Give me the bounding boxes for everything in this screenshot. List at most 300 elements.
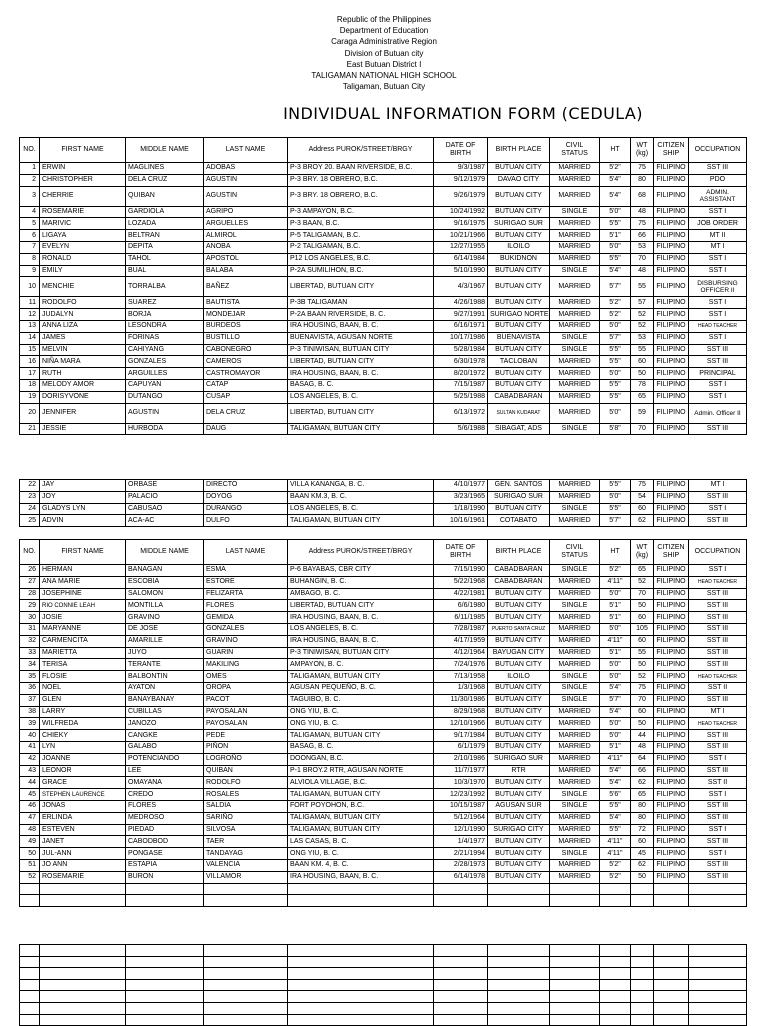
cell-address: TALIGAMAN, BUTUAN CITY bbox=[288, 515, 434, 527]
cell-birth-place: BUTUAN CITY bbox=[488, 635, 550, 647]
cell-citizenship: FILIPINO bbox=[654, 206, 689, 218]
cell-citizenship: FILIPINO bbox=[654, 565, 689, 577]
cell-height: 5'5" bbox=[600, 800, 631, 812]
cell-no: 10 bbox=[20, 277, 40, 297]
cell-weight: 65 bbox=[631, 789, 654, 801]
cell-middle-name: CAPUYAN bbox=[126, 379, 204, 391]
empty-cell bbox=[434, 895, 488, 907]
cell-last-name: CAMEROS bbox=[204, 356, 288, 368]
cell-civil-status: MARRIED bbox=[550, 277, 600, 297]
empty-cell bbox=[434, 1002, 488, 1014]
cell-address: IRA HOUSING, BAAN, B. C. bbox=[288, 320, 434, 332]
cell-middle-name: DUTANGO bbox=[126, 391, 204, 403]
table-row bbox=[20, 265, 747, 277]
empty-cell bbox=[288, 956, 434, 968]
cell-first-name: JANET bbox=[40, 836, 126, 848]
empty-cell bbox=[550, 883, 600, 895]
table-row bbox=[20, 253, 747, 265]
cell-no: 45 bbox=[20, 789, 40, 801]
table-row bbox=[20, 777, 747, 789]
cell-date-of-birth: 2/28/1973 bbox=[434, 859, 488, 871]
cell-last-name: CABONEGRO bbox=[204, 344, 288, 356]
cell-civil-status: MARRIED bbox=[550, 871, 600, 883]
cell-middle-name: CABODBOD bbox=[126, 836, 204, 848]
empty-cell bbox=[488, 895, 550, 907]
empty-cell bbox=[20, 956, 40, 968]
cell-middle-name: CREDO bbox=[126, 789, 204, 801]
letterhead bbox=[0, 14, 768, 92]
cell-weight: 50 bbox=[631, 600, 654, 612]
cell-weight: 45 bbox=[631, 848, 654, 860]
cell-address: IRA HOUSING, BAAN, B. C. bbox=[288, 368, 434, 380]
cell-birth-place: BUTUAN CITY bbox=[488, 777, 550, 789]
cell-birth-place: CABADBARAN bbox=[488, 576, 550, 588]
cell-last-name: SALDIA bbox=[204, 800, 288, 812]
cell-height: 5'4" bbox=[600, 682, 631, 694]
cell-middle-name: DE JOSE bbox=[126, 623, 204, 635]
cell-middle-name: SUAREZ bbox=[126, 297, 204, 309]
cell-last-name: VALENCIA bbox=[204, 859, 288, 871]
blank-row bbox=[20, 956, 747, 968]
cell-weight: 62 bbox=[631, 777, 654, 789]
cell-occupation: SST III bbox=[689, 812, 747, 824]
cell-civil-status: MARRIED bbox=[550, 859, 600, 871]
cell-date-of-birth: 5/6/1988 bbox=[434, 423, 488, 435]
cell-civil-status: MARRIED bbox=[550, 163, 600, 175]
cell-birth-place: BUTUAN CITY bbox=[488, 812, 550, 824]
cell-first-name: ERWIN bbox=[40, 163, 126, 175]
cell-last-name: TANDAYAG bbox=[204, 848, 288, 860]
cell-weight: 80 bbox=[631, 800, 654, 812]
table-row bbox=[20, 576, 747, 588]
cell-address: P-3 BRY. 18 OBRERO, B.C. bbox=[288, 186, 434, 206]
cell-no: 26 bbox=[20, 565, 40, 577]
cell-citizenship: FILIPINO bbox=[654, 515, 689, 527]
cell-occupation: SST III bbox=[689, 491, 747, 503]
cell-civil-status: MARRIED bbox=[550, 836, 600, 848]
cell-birth-place: BUTUAN CITY bbox=[488, 682, 550, 694]
cell-citizenship: FILIPINO bbox=[654, 871, 689, 883]
empty-cell bbox=[550, 945, 600, 957]
cell-height: 5'0" bbox=[600, 368, 631, 380]
cell-last-name: CASTROMAYOR bbox=[204, 368, 288, 380]
cell-occupation: SST III bbox=[689, 871, 747, 883]
cell-occupation: SST III bbox=[689, 659, 747, 671]
cell-occupation: SST II bbox=[689, 777, 747, 789]
cell-citizenship: FILIPINO bbox=[654, 320, 689, 332]
table-row bbox=[20, 230, 747, 242]
cell-last-name: DURANGO bbox=[204, 503, 288, 515]
cell-last-name: MAKILING bbox=[204, 659, 288, 671]
table-row bbox=[20, 565, 747, 577]
column-header-no: NO. bbox=[20, 540, 40, 565]
cell-address: IRA HOUSING, BAAN, B. C. bbox=[288, 612, 434, 624]
cell-height: 5'5" bbox=[600, 253, 631, 265]
column-header-no: NO. bbox=[20, 138, 40, 163]
column-header-occupation: OCCUPATION bbox=[689, 540, 747, 565]
cell-birth-place: BUTUAN CITY bbox=[488, 871, 550, 883]
empty-cell bbox=[288, 968, 434, 980]
cell-address: P-6 BAYABAS, CBR CITY bbox=[288, 565, 434, 577]
cell-citizenship: FILIPINO bbox=[654, 423, 689, 435]
cell-height: 5'5" bbox=[600, 344, 631, 356]
cell-height: 5'0" bbox=[600, 241, 631, 253]
cell-date-of-birth: 4/17/1959 bbox=[434, 635, 488, 647]
cell-citizenship: FILIPINO bbox=[654, 836, 689, 848]
cell-middle-name: ARGUILLES bbox=[126, 368, 204, 380]
cell-middle-name: BUAL bbox=[126, 265, 204, 277]
table-row bbox=[20, 659, 747, 671]
cell-no: 33 bbox=[20, 647, 40, 659]
cell-citizenship: FILIPINO bbox=[654, 753, 689, 765]
cell-address: LIBERTAD, BUTUAN CITY bbox=[288, 356, 434, 368]
cell-citizenship: FILIPINO bbox=[654, 694, 689, 706]
empty-cell bbox=[126, 968, 204, 980]
cell-no: 42 bbox=[20, 753, 40, 765]
cell-address: ONG YIU, B. C. bbox=[288, 706, 434, 718]
empty-cell bbox=[654, 895, 689, 907]
cell-first-name: LARRY bbox=[40, 706, 126, 718]
cell-height: 4'11" bbox=[600, 635, 631, 647]
cell-civil-status: MARRIED bbox=[550, 241, 600, 253]
cell-address: P-3 BROY 20. BAAN RIVERSIDE, B.C. bbox=[288, 163, 434, 175]
cell-birth-place: BUTUAN CITY bbox=[488, 741, 550, 753]
cell-height: 5'5" bbox=[600, 379, 631, 391]
cell-date-of-birth: 7/15/1987 bbox=[434, 379, 488, 391]
empty-cell bbox=[631, 956, 654, 968]
cell-birth-place: BUTUAN CITY bbox=[488, 265, 550, 277]
cell-first-name: CHRISTOPHER bbox=[40, 174, 126, 186]
cell-birth-place: COTABATO bbox=[488, 515, 550, 527]
cell-citizenship: FILIPINO bbox=[654, 588, 689, 600]
cell-citizenship: FILIPINO bbox=[654, 635, 689, 647]
cell-no: 36 bbox=[20, 682, 40, 694]
empty-cell bbox=[631, 883, 654, 895]
cell-civil-status: MARRIED bbox=[550, 824, 600, 836]
cell-citizenship: FILIPINO bbox=[654, 332, 689, 344]
cell-birth-place: BUTUAN CITY bbox=[488, 612, 550, 624]
cell-civil-status: MARRIED bbox=[550, 309, 600, 321]
cell-address: VILLA KANANGA, B. C. bbox=[288, 480, 434, 492]
cell-address: FORT POYOHON, B.C. bbox=[288, 800, 434, 812]
cell-no: 52 bbox=[20, 871, 40, 883]
cell-middle-name: QUIBAN bbox=[126, 186, 204, 206]
table-row bbox=[20, 480, 747, 492]
cell-address: P-1 BROY.2 RTR, AGUSAN NORTE bbox=[288, 765, 434, 777]
blank-row bbox=[20, 895, 747, 907]
cell-no: 16 bbox=[20, 356, 40, 368]
empty-cell bbox=[600, 1002, 631, 1014]
cell-weight: 52 bbox=[631, 320, 654, 332]
cell-occupation: SST III bbox=[689, 836, 747, 848]
cell-no: 44 bbox=[20, 777, 40, 789]
cell-height: 5'5" bbox=[600, 391, 631, 403]
cell-last-name: PAYOSALAN bbox=[204, 706, 288, 718]
cell-citizenship: FILIPINO bbox=[654, 491, 689, 503]
cell-address: LIBERTAD, BUTUAN CITY bbox=[288, 277, 434, 297]
table-row bbox=[20, 297, 747, 309]
cell-height: 5'5" bbox=[600, 480, 631, 492]
cell-weight: 60 bbox=[631, 612, 654, 624]
cell-citizenship: FILIPINO bbox=[654, 576, 689, 588]
cell-date-of-birth: 9/3/1987 bbox=[434, 163, 488, 175]
cell-citizenship: FILIPINO bbox=[654, 800, 689, 812]
cell-citizenship: FILIPINO bbox=[654, 174, 689, 186]
cell-date-of-birth: 10/17/1986 bbox=[434, 332, 488, 344]
cell-height: 5'2" bbox=[600, 871, 631, 883]
cell-citizenship: FILIPINO bbox=[654, 368, 689, 380]
cell-address: AGUSAN PEQUEÑO, B. C. bbox=[288, 682, 434, 694]
cell-last-name: GUARIN bbox=[204, 647, 288, 659]
cell-height: 5'7" bbox=[600, 694, 631, 706]
cell-height: 5'2" bbox=[600, 309, 631, 321]
column-header-last-name: LAST NAME bbox=[204, 138, 288, 163]
cell-first-name: MELVIN bbox=[40, 344, 126, 356]
cell-citizenship: FILIPINO bbox=[654, 403, 689, 423]
cell-no: 13 bbox=[20, 320, 40, 332]
cell-first-name: JOSIE bbox=[40, 612, 126, 624]
cell-last-name: DIRECTO bbox=[204, 480, 288, 492]
cell-occupation: SST III bbox=[689, 515, 747, 527]
cell-civil-status: MARRIED bbox=[550, 320, 600, 332]
cell-last-name: PIÑON bbox=[204, 741, 288, 753]
cell-citizenship: FILIPINO bbox=[654, 730, 689, 742]
empty-cell bbox=[488, 968, 550, 980]
cell-no: 15 bbox=[20, 344, 40, 356]
column-header-citizenship: CITIZEN SHIP bbox=[654, 540, 689, 565]
empty-cell bbox=[204, 945, 288, 957]
cell-weight: 53 bbox=[631, 332, 654, 344]
cell-no: 48 bbox=[20, 824, 40, 836]
table-row bbox=[20, 718, 747, 730]
cell-civil-status: SINGLE bbox=[550, 600, 600, 612]
empty-cell bbox=[204, 883, 288, 895]
cell-birth-place: BUTUAN CITY bbox=[488, 206, 550, 218]
table-row bbox=[20, 491, 747, 503]
cell-occupation: PRINCIPAL bbox=[689, 368, 747, 380]
empty-cell bbox=[550, 968, 600, 980]
cell-no: 4 bbox=[20, 206, 40, 218]
cell-civil-status: SINGLE bbox=[550, 206, 600, 218]
cell-last-name: LOGROÑO bbox=[204, 753, 288, 765]
cell-occupation: SST I bbox=[689, 379, 747, 391]
table-row bbox=[20, 320, 747, 332]
cell-date-of-birth: 6/16/1971 bbox=[434, 320, 488, 332]
table-row bbox=[20, 800, 747, 812]
column-header-civil-status: CIVIL STATUS bbox=[550, 540, 600, 565]
table-row bbox=[20, 706, 747, 718]
empty-cell bbox=[434, 968, 488, 980]
table-row bbox=[20, 635, 747, 647]
cell-no: 51 bbox=[20, 859, 40, 871]
cell-weight: 48 bbox=[631, 206, 654, 218]
table-row bbox=[20, 765, 747, 777]
records-table-2 bbox=[19, 479, 747, 527]
cell-address: BUHANGIN, B. C. bbox=[288, 576, 434, 588]
cell-birth-place: BUTUAN CITY bbox=[488, 277, 550, 297]
cell-occupation: SST I bbox=[689, 824, 747, 836]
table-row bbox=[20, 163, 747, 175]
cell-last-name: ARGUELLES bbox=[204, 218, 288, 230]
empty-cell bbox=[600, 883, 631, 895]
cell-last-name: PACOT bbox=[204, 694, 288, 706]
cell-occupation: ADMIN. ASSISTANT bbox=[689, 186, 747, 206]
column-header-date-of-birth: DATE OF BIRTH bbox=[434, 540, 488, 565]
cell-birth-place: BUTUAN CITY bbox=[488, 368, 550, 380]
empty-cell bbox=[550, 1002, 600, 1014]
empty-cell bbox=[126, 945, 204, 957]
cell-last-name: AGRIPO bbox=[204, 206, 288, 218]
cell-occupation: SST III bbox=[689, 423, 747, 435]
empty-cell bbox=[40, 883, 126, 895]
table-row bbox=[20, 848, 747, 860]
column-header-height: HT bbox=[600, 138, 631, 163]
cell-address: AMBAGO, B. C. bbox=[288, 588, 434, 600]
cell-address: BASAG, B. C. bbox=[288, 379, 434, 391]
column-header-address: Address PUROK/STREET/BRGY bbox=[288, 540, 434, 565]
cell-address: BUENAVISTA, AGUSAN NORTE bbox=[288, 332, 434, 344]
empty-cell bbox=[654, 1002, 689, 1014]
cell-weight: 65 bbox=[631, 565, 654, 577]
cell-date-of-birth: 12/23/1992 bbox=[434, 789, 488, 801]
cell-middle-name: PONGASE bbox=[126, 848, 204, 860]
cell-middle-name: JANOZO bbox=[126, 718, 204, 730]
cell-birth-place: BUTUAN CITY bbox=[488, 600, 550, 612]
cell-last-name: OROPA bbox=[204, 682, 288, 694]
cell-occupation: SST III bbox=[689, 800, 747, 812]
cell-middle-name: AMARILLE bbox=[126, 635, 204, 647]
cell-middle-name: ESTAPIA bbox=[126, 859, 204, 871]
cell-first-name: EMILY bbox=[40, 265, 126, 277]
cell-birth-place: TACLOBAN bbox=[488, 356, 550, 368]
cell-last-name: SILVOSA bbox=[204, 824, 288, 836]
cell-middle-name: AYATON bbox=[126, 682, 204, 694]
cell-last-name: BALABA bbox=[204, 265, 288, 277]
cell-citizenship: FILIPINO bbox=[654, 741, 689, 753]
empty-cell bbox=[631, 895, 654, 907]
cell-civil-status: SINGLE bbox=[550, 332, 600, 344]
table-row bbox=[20, 836, 747, 848]
cell-civil-status: MARRIED bbox=[550, 647, 600, 659]
cell-birth-place: SULTAN KUDARAT bbox=[488, 403, 550, 423]
cell-citizenship: FILIPINO bbox=[654, 265, 689, 277]
cell-first-name: JESSIE bbox=[40, 423, 126, 435]
empty-cell bbox=[631, 968, 654, 980]
cell-last-name: QUIBAN bbox=[204, 765, 288, 777]
cell-weight: 52 bbox=[631, 309, 654, 321]
table-row bbox=[20, 356, 747, 368]
cell-address: ALVIOLA VILLAGE, B.C. bbox=[288, 777, 434, 789]
cell-date-of-birth: 6/6/1980 bbox=[434, 600, 488, 612]
cell-occupation: MT I bbox=[689, 241, 747, 253]
cell-height: 5'1" bbox=[600, 612, 631, 624]
cell-occupation: SST III bbox=[689, 765, 747, 777]
empty-cell bbox=[600, 945, 631, 957]
cell-date-of-birth: 4/3/1967 bbox=[434, 277, 488, 297]
cell-address: P-3 AMPAYON, B.C. bbox=[288, 206, 434, 218]
cell-middle-name: TERANTE bbox=[126, 659, 204, 671]
cell-middle-name: SALOMON bbox=[126, 588, 204, 600]
empty-cell bbox=[689, 979, 747, 991]
cell-no: 37 bbox=[20, 694, 40, 706]
cell-birth-place: BUTUAN CITY bbox=[488, 706, 550, 718]
table-row bbox=[20, 174, 747, 186]
cell-first-name: RONALD bbox=[40, 253, 126, 265]
cell-height: 5'2" bbox=[600, 565, 631, 577]
cell-height: 5'1" bbox=[600, 230, 631, 242]
table-row bbox=[20, 859, 747, 871]
cell-civil-status: SINGLE bbox=[550, 848, 600, 860]
cell-height: 5'4" bbox=[600, 777, 631, 789]
cell-weight: 70 bbox=[631, 588, 654, 600]
empty-cell bbox=[126, 883, 204, 895]
cell-civil-status: SINGLE bbox=[550, 423, 600, 435]
cell-middle-name: OMAYANA bbox=[126, 777, 204, 789]
cell-first-name: ADVIN bbox=[40, 515, 126, 527]
cell-address: ONG YIU, B. C. bbox=[288, 718, 434, 730]
cell-birth-place: BUTUAN CITY bbox=[488, 659, 550, 671]
cell-occupation: SST I bbox=[689, 391, 747, 403]
empty-cell bbox=[488, 945, 550, 957]
cell-birth-place: SURIGAO SUR bbox=[488, 218, 550, 230]
cell-citizenship: FILIPINO bbox=[654, 682, 689, 694]
column-header-address: Address PUROK/STREET/BRGY bbox=[288, 138, 434, 163]
column-header-last-name: LAST NAME bbox=[204, 540, 288, 565]
empty-cell bbox=[631, 945, 654, 957]
empty-cell bbox=[600, 991, 631, 1003]
table-row bbox=[20, 741, 747, 753]
cell-weight: 48 bbox=[631, 265, 654, 277]
table-row bbox=[20, 623, 747, 635]
cell-no: 43 bbox=[20, 765, 40, 777]
cell-occupation: HEAD TEACHER bbox=[689, 671, 747, 683]
cell-date-of-birth: 5/25/1988 bbox=[434, 391, 488, 403]
cell-no: 14 bbox=[20, 332, 40, 344]
cell-birth-place: BUTUAN CITY bbox=[488, 344, 550, 356]
cell-civil-status: SINGLE bbox=[550, 344, 600, 356]
cell-first-name: JUDALYN bbox=[40, 309, 126, 321]
column-header-date-of-birth: DATE OF BIRTH bbox=[434, 138, 488, 163]
blank-row bbox=[20, 991, 747, 1003]
empty-cell bbox=[488, 991, 550, 1003]
cell-height: 5'0" bbox=[600, 206, 631, 218]
cell-height: 5'8" bbox=[600, 423, 631, 435]
cell-birth-place: DAVAO CITY bbox=[488, 174, 550, 186]
cell-civil-status: MARRIED bbox=[550, 253, 600, 265]
empty-cell bbox=[40, 895, 126, 907]
cell-weight: 57 bbox=[631, 297, 654, 309]
cell-weight: 68 bbox=[631, 186, 654, 206]
table-row bbox=[20, 753, 747, 765]
cell-civil-status: SINGLE bbox=[550, 789, 600, 801]
cell-date-of-birth: 10/15/1987 bbox=[434, 800, 488, 812]
cell-occupation: Admin. Officer II bbox=[689, 403, 747, 423]
cell-address: DOONGAN, B.C. bbox=[288, 753, 434, 765]
cell-address: IRA HOUSING, BAAN, B. C. bbox=[288, 871, 434, 883]
empty-cell bbox=[288, 895, 434, 907]
cell-no: 34 bbox=[20, 659, 40, 671]
cell-birth-place: SURIGAO CITY bbox=[488, 824, 550, 836]
cell-date-of-birth: 2/21/1994 bbox=[434, 848, 488, 860]
cell-citizenship: FILIPINO bbox=[654, 671, 689, 683]
cell-citizenship: FILIPINO bbox=[654, 230, 689, 242]
empty-cell bbox=[20, 945, 40, 957]
cell-civil-status: MARRIED bbox=[550, 706, 600, 718]
cell-no: 1 bbox=[20, 163, 40, 175]
cell-birth-place: SIBAGAT, ADS bbox=[488, 423, 550, 435]
cell-height: 5'7" bbox=[600, 515, 631, 527]
cell-middle-name: BELTRAN bbox=[126, 230, 204, 242]
